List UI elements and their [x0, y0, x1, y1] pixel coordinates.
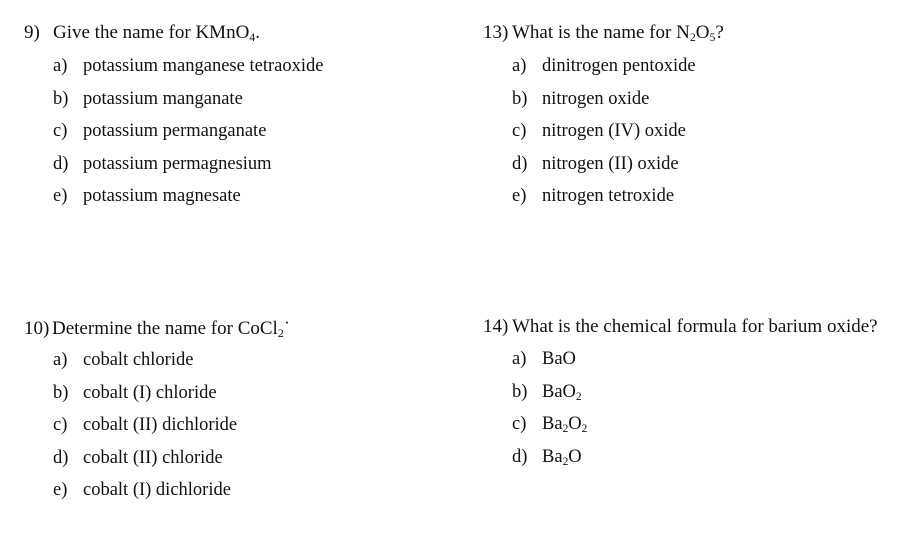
question-title [24, 317, 290, 341]
question-number: 10) [24, 318, 50, 339]
answer-option-c[interactable] [512, 412, 878, 445]
option-letter: e) [512, 186, 527, 207]
option-letter: c) [512, 121, 527, 142]
option-text: cobalt (II) chloride [83, 447, 223, 468]
formula-subscript: 2 [575, 390, 582, 403]
answer-option-b[interactable] [512, 87, 724, 120]
option-letter: e) [53, 480, 68, 501]
option-letter: e) [53, 186, 68, 207]
option-letter: b) [53, 382, 69, 403]
answer-options [53, 348, 290, 511]
question-title [24, 21, 323, 45]
option-letter: d) [53, 447, 69, 468]
option-letter: d) [512, 446, 528, 467]
option-letter: a) [512, 56, 527, 76]
option-text: potassium magnesate [83, 186, 241, 207]
option-letter: c) [53, 121, 68, 142]
option-text: potassium manganate [83, 88, 243, 109]
answer-option-a[interactable] [53, 54, 323, 87]
question-number: 9) [24, 22, 40, 43]
option-letter: d) [512, 153, 528, 174]
question-text: What is the name for [512, 22, 677, 43]
question-title [483, 315, 878, 339]
question-14 [483, 315, 878, 477]
answer-option-e[interactable] [53, 478, 290, 511]
formula-subscript: 2 [277, 326, 284, 340]
option-formula: $Ba_2O_2$ [542, 414, 588, 436]
option-text: nitrogen tetroxide [542, 186, 675, 207]
option-letter: c) [512, 414, 527, 435]
answer-option-c[interactable] [53, 119, 323, 152]
answer-option-d[interactable] [53, 152, 323, 185]
formula-subscript: 5 [709, 30, 716, 44]
answer-option-a[interactable] [53, 348, 290, 381]
answer-option-e[interactable] [512, 184, 724, 217]
option-formula: BaO$_2$ [542, 381, 582, 403]
answer-option-e[interactable] [53, 184, 323, 217]
answer-option-c[interactable] [512, 119, 724, 152]
option-letter: a) [53, 350, 68, 370]
option-letter: d) [53, 153, 69, 174]
option-text: cobalt chloride [83, 350, 194, 370]
option-letter: b) [53, 88, 69, 109]
option-text: cobalt (II) dichloride [83, 415, 238, 436]
answer-option-a[interactable] [512, 347, 878, 380]
answer-options [53, 54, 323, 217]
formula-subscript: 2 [581, 423, 588, 436]
question-9 [24, 21, 323, 217]
option-text: dinitrogen pentoxide [542, 56, 696, 76]
option-text: potassium permagnesium [83, 153, 272, 174]
formula-subscript: 4 [249, 30, 256, 44]
option-letter: a) [53, 56, 68, 76]
answer-option-c[interactable] [53, 413, 290, 446]
question-number: 13) [483, 22, 509, 43]
option-text: nitrogen (IV) oxide [542, 121, 686, 142]
question-10 [24, 317, 290, 511]
question-text: Give the name for [53, 22, 196, 43]
option-text: potassium permanganate [83, 121, 267, 142]
option-text: nitrogen (II) oxide [542, 153, 679, 174]
question-text: What is the chemical formula for barium oxide? [512, 316, 878, 337]
question-formula: $N_2O_5$? [676, 22, 724, 44]
question-formula: CoCl$_2$˙ [237, 318, 291, 340]
answer-option-b[interactable] [53, 381, 290, 414]
answer-option-d[interactable] [53, 446, 290, 479]
answer-option-d[interactable] [512, 152, 724, 185]
option-formula: BaO [542, 349, 576, 369]
option-letter: b) [512, 381, 528, 402]
answer-option-b[interactable] [53, 87, 323, 120]
option-text: potassium manganese tetraoxide [83, 56, 324, 76]
formula-subscript: 2 [562, 455, 569, 468]
formula-subscript: 2 [689, 30, 696, 44]
option-text: cobalt (I) dichloride [83, 480, 231, 501]
answer-options [512, 347, 878, 477]
formula-subscript: 2 [562, 423, 569, 436]
answer-option-b[interactable] [512, 380, 878, 413]
question-formula: KMnO$_4$. [195, 22, 260, 44]
question-text: Determine the name for [52, 318, 238, 339]
question-13 [483, 21, 724, 217]
question-number: 14) [483, 316, 509, 337]
option-letter: b) [512, 88, 528, 109]
option-text: nitrogen oxide [542, 88, 650, 109]
answer-option-a[interactable] [512, 54, 724, 87]
answer-options [512, 54, 724, 217]
option-text: cobalt (I) chloride [83, 382, 217, 403]
question-title [483, 21, 724, 45]
option-formula: $Ba_2O$ [542, 446, 582, 468]
option-letter: c) [53, 415, 68, 436]
option-letter: a) [512, 349, 527, 369]
answer-option-d[interactable] [512, 445, 878, 478]
